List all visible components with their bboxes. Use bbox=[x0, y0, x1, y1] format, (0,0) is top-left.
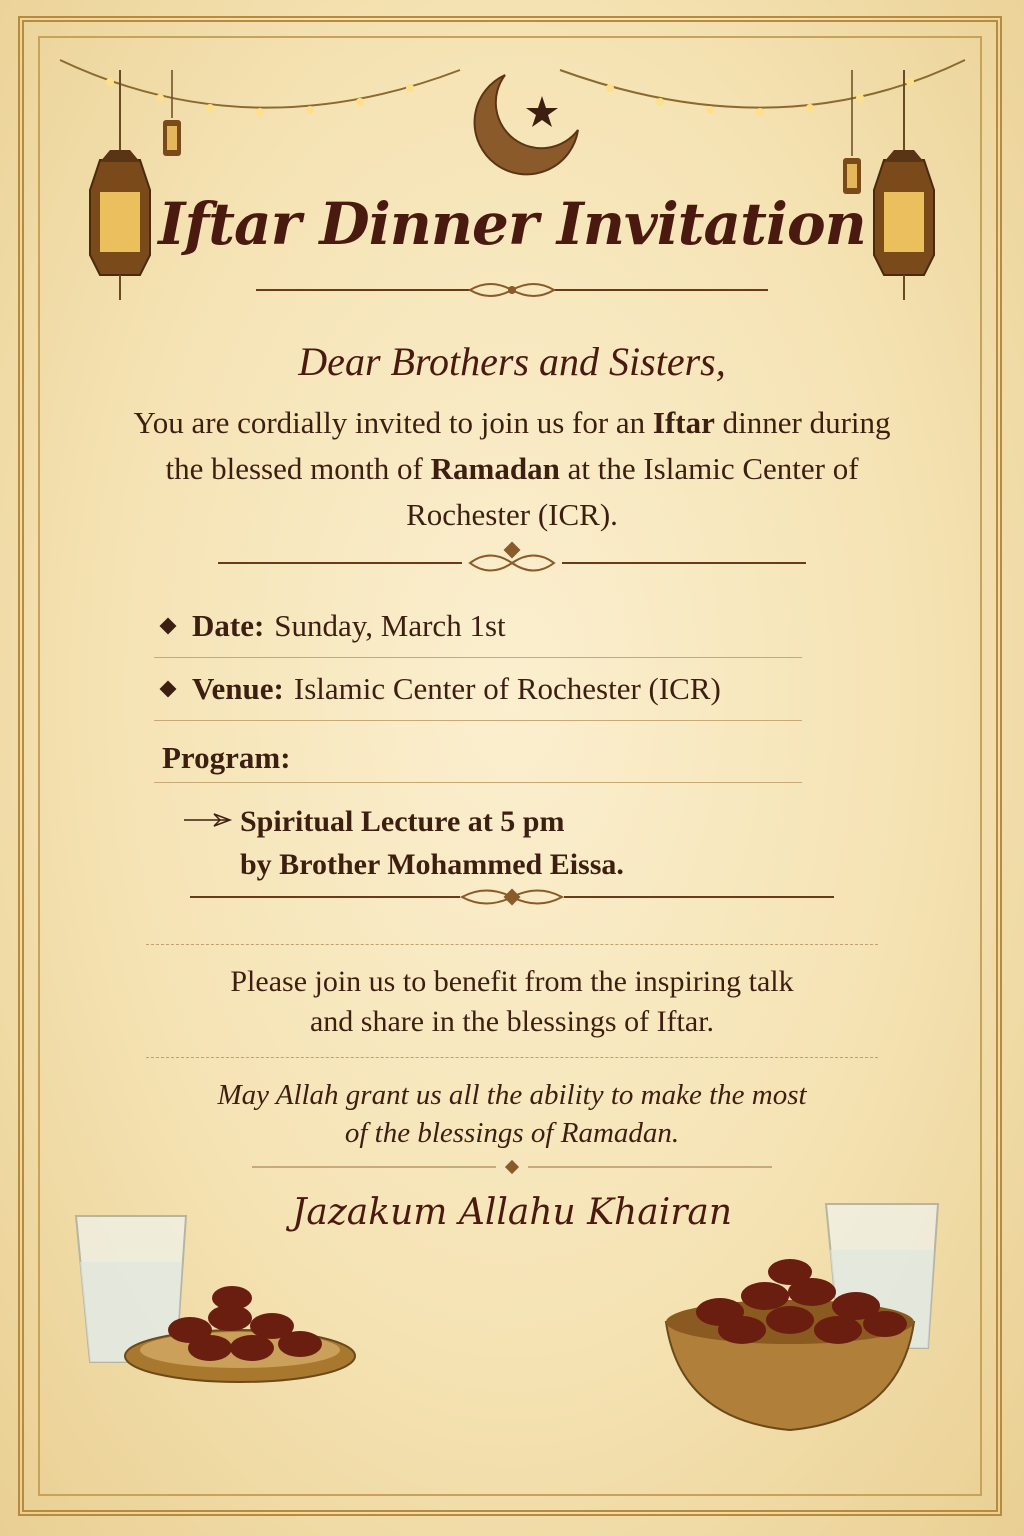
program-rule bbox=[154, 782, 802, 783]
program-lecture bbox=[240, 800, 624, 886]
venue-rule bbox=[154, 720, 802, 721]
venue-row bbox=[162, 671, 721, 707]
intro-text-3: at the Islamic Center of Rochester (ICR). bbox=[406, 451, 859, 532]
date-value: Sunday, March 1st bbox=[274, 608, 506, 643]
join-line-2: and share in the blessings of Iftar. bbox=[309, 1005, 715, 1038]
bullet-diamond-icon bbox=[160, 618, 177, 635]
intro-iftar: Iftar bbox=[652, 405, 715, 440]
bullet-diamond-icon bbox=[160, 681, 177, 698]
greeting: Dear Brothers and Sisters, bbox=[298, 339, 726, 384]
venue-label: Venue: bbox=[192, 671, 284, 706]
arrow-icon bbox=[184, 812, 234, 828]
lantern-icon bbox=[843, 70, 861, 194]
lantern-icon bbox=[874, 70, 934, 300]
lecture-line-2: by Brother Mohammed Eissa. bbox=[240, 848, 624, 881]
intro-ramadan: Ramadan bbox=[430, 451, 560, 486]
intro-text-1: You are cordially invited to join us for an bbox=[133, 405, 653, 440]
lecture-line-1: Spiritual Lecture at 5 pm bbox=[240, 805, 565, 838]
intro-paragraph bbox=[120, 400, 904, 538]
date-row bbox=[162, 608, 506, 644]
dashed-rule bbox=[146, 1057, 878, 1058]
ornament-divider-icon bbox=[252, 1160, 772, 1174]
crescent-star-icon bbox=[475, 75, 578, 174]
dua-line-1: May Allah grant us all the ability to make the most bbox=[217, 1079, 807, 1111]
venue-value: Islamic Center of Rochester (ICR) bbox=[293, 671, 721, 706]
date-label: Date: bbox=[192, 608, 265, 643]
join-line-1: Please join us to benefit from the inspiring talk bbox=[230, 965, 794, 998]
dua-message bbox=[0, 1076, 1024, 1152]
join-message bbox=[0, 962, 1024, 1042]
date-rule bbox=[154, 657, 802, 658]
ornament-divider-icon bbox=[190, 889, 834, 906]
closing-text: Jazakum Allahu Khairan bbox=[291, 1192, 733, 1233]
lantern-icon bbox=[163, 70, 181, 156]
invitation-title: Iftar Dinner Invitation bbox=[158, 190, 866, 258]
dua-line-2: of the blessings of Ramadan. bbox=[344, 1117, 680, 1149]
program-label: Program: bbox=[162, 740, 291, 775]
dashed-rule bbox=[146, 944, 878, 945]
intro-text-2: dinner during the blessed month of bbox=[165, 405, 891, 486]
ornament-divider-icon bbox=[256, 284, 768, 296]
lantern-icon bbox=[90, 70, 150, 300]
ornament-divider-icon bbox=[218, 542, 806, 571]
